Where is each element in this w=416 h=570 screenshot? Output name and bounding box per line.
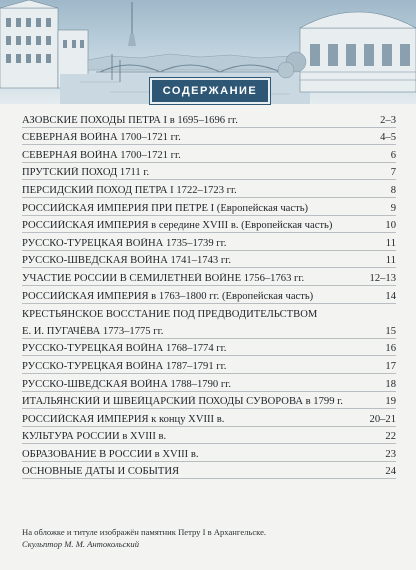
toc-title: РУССКО-ТУРЕЦКАЯ ВОЙНА 1787–1791 гг. [22,360,227,372]
toc-page: 20–21 [369,413,396,425]
toc-page: 14 [385,290,396,302]
toc-row[interactable] [22,462,396,480]
toc-title: УЧАСТИЕ РОССИИ В СЕМИЛЕТНЕЙ ВОЙНЕ 1756–1763 гг. [22,272,305,284]
toc-title: РОССИЙСКАЯ ИМПЕРИЯ ПРИ ПЕТРЕ I (Европейская часть) [22,202,309,214]
toc-title: СЕВЕРНАЯ ВОЙНА 1700–1721 гг. [22,149,181,161]
toc-page: 2–3 [380,114,396,126]
table-of-contents [22,110,396,479]
toc-title: РОССИЙСКАЯ ИМПЕРИЯ к концу XVIII в. [22,413,225,425]
toc-title: АЗОВСКИЕ ПОХОДЫ ПЕТРА I в 1695–1696 гг. [22,114,238,126]
toc-title: РОССИЙСКАЯ ИМПЕРИЯ в 1763–1800 гг. (Европейская часть) [22,290,314,302]
toc-row[interactable] [22,251,396,269]
toc-title: ОБРАЗОВАНИЕ В РОССИИ в XVIII в. [22,448,199,460]
toc-page: 10 [385,220,396,232]
toc-row[interactable] [22,321,396,339]
page-title: СОДЕРЖАНИЕ [150,78,270,104]
toc-page: 11 [385,255,396,267]
toc-page: 4–5 [380,132,396,144]
toc-row[interactable] [22,198,396,216]
toc-title: СЕВЕРНАЯ ВОЙНА 1700–1721 гг. [22,132,181,144]
toc-row[interactable] [22,110,396,128]
toc-row[interactable] [22,233,396,251]
toc-row[interactable] [22,356,396,374]
toc-row[interactable] [22,339,396,357]
toc-page: 6 [390,149,396,161]
toc-page: 12–13 [369,272,396,284]
sculptor-credit: Скульптор М. М. Антокольский [22,539,140,549]
toc-row[interactable] [22,163,396,181]
toc-row[interactable] [22,409,396,427]
toc-page: 7 [390,167,396,179]
cover-note [22,526,402,550]
toc-title: РОССИЙСКАЯ ИМПЕРИЯ в середине XVIII в. (Европейская часть) [22,220,333,232]
toc-title: Е. И. ПУГАЧЁВА 1773–1775 гг. [22,325,164,337]
toc-row[interactable] [22,444,396,462]
toc-title: ОСНОВНЫЕ ДАТЫ И СОБЫТИЯ [22,466,180,478]
toc-title: КУЛЬТУРА РОССИИ в XVIII в. [22,431,167,443]
toc-row[interactable] [22,180,396,198]
cover-note-text: На обложке и титуле изображён памятник Петру I в Архангельске. [22,527,267,537]
toc-row[interactable] [22,145,396,163]
toc-row[interactable] [22,427,396,445]
toc-row[interactable] [22,374,396,392]
toc-page: 15 [385,325,396,337]
toc-row[interactable] [22,216,396,234]
toc-page: 22 [385,431,396,443]
toc-row[interactable] [22,268,396,286]
toc-page: 16 [385,343,396,355]
toc-row[interactable] [22,304,396,322]
toc-page: 9 [390,202,396,214]
toc-title: ПЕРСИДСКИЙ ПОХОД ПЕТРА I 1722–1723 гг. [22,184,237,196]
toc-title: РУССКО-ШВЕДСКАЯ ВОЙНА 1788–1790 гг. [22,378,231,390]
toc-page: 11 [385,237,396,249]
toc-page: 18 [385,378,396,390]
toc-title: РУССКО-ШВЕДСКАЯ ВОЙНА 1741–1743 гг. [22,255,231,267]
toc-page: 19 [385,396,396,408]
toc-row[interactable] [22,286,396,304]
toc-title: РУССКО-ТУРЕЦКАЯ ВОЙНА 1735–1739 гг. [22,237,227,249]
toc-title: ИТАЛЬЯНСКИЙ И ШВЕЙЦАРСКИЙ ПОХОДЫ СУВОРОВА в 1799 г. [22,396,343,408]
toc-row[interactable] [22,128,396,146]
toc-page: 8 [390,184,396,196]
toc-row[interactable] [22,392,396,410]
toc-page: 23 [385,448,396,460]
toc-title: КРЕСТЬЯНСКОЕ ВОССТАНИЕ ПОД ПРЕДВОДИТЕЛЬСТВОМ [22,309,318,321]
toc-page: 24 [385,466,396,478]
toc-title: РУССКО-ТУРЕЦКАЯ ВОЙНА 1768–1774 гг. [22,343,227,355]
toc-title: ПРУТСКИЙ ПОХОД 1711 г. [22,167,150,179]
toc-page: 17 [385,360,396,372]
